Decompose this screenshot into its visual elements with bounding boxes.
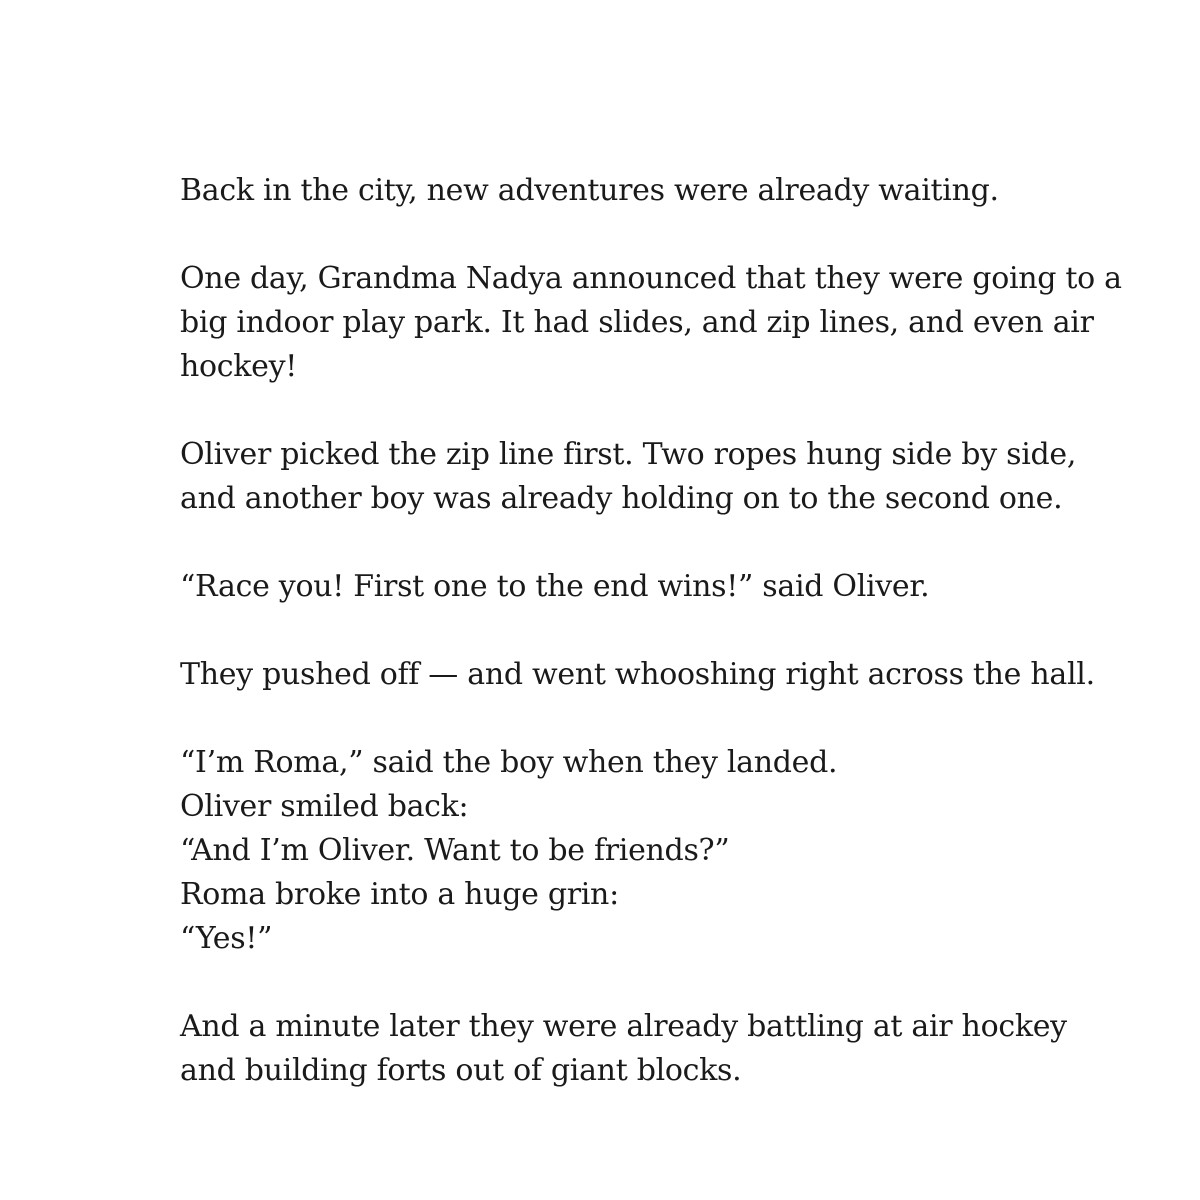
text-line: Back in the city, new adventures were already waiting. (180, 173, 999, 208)
story-text (180, 169, 1122, 1093)
text-line: hockey! (180, 349, 298, 384)
text-line: “Yes!” (180, 921, 273, 956)
text-line: and another boy was already holding on to the second one. (180, 481, 1063, 516)
text-line: And a minute later they were already battling at air hockey (180, 1009, 1067, 1044)
text-line: “Race you! First one to the end wins!” said Oliver. (180, 569, 930, 604)
paragraph-3 (180, 433, 1080, 521)
paragraph-2 (180, 257, 1122, 389)
text-line: “And I’m Oliver. Want to be friends?” (180, 833, 730, 868)
paragraph-5 (180, 653, 1095, 697)
text-line: big indoor play park. It had slides, and zip lines, and even air (180, 305, 1094, 340)
text-line: Oliver smiled back: (180, 789, 469, 824)
paragraph-1 (180, 169, 1080, 213)
text-line: and building forts out of giant blocks. (180, 1053, 742, 1088)
text-line: “I’m Roma,” said the boy when they landed. (180, 745, 838, 780)
text-line: Oliver picked the zip line first. Two ropes hung side by side, (180, 437, 1077, 472)
text-line: Roma broke into a huge grin: (180, 877, 619, 912)
paragraph-7 (180, 1005, 1080, 1093)
text-line: One day, Grandma Nadya announced that they were going to a (180, 261, 1122, 296)
paragraph-6 (180, 741, 1080, 961)
text-line: They pushed off — and went whooshing right across the hall. (180, 657, 1095, 692)
paragraph-4 (180, 565, 1080, 609)
